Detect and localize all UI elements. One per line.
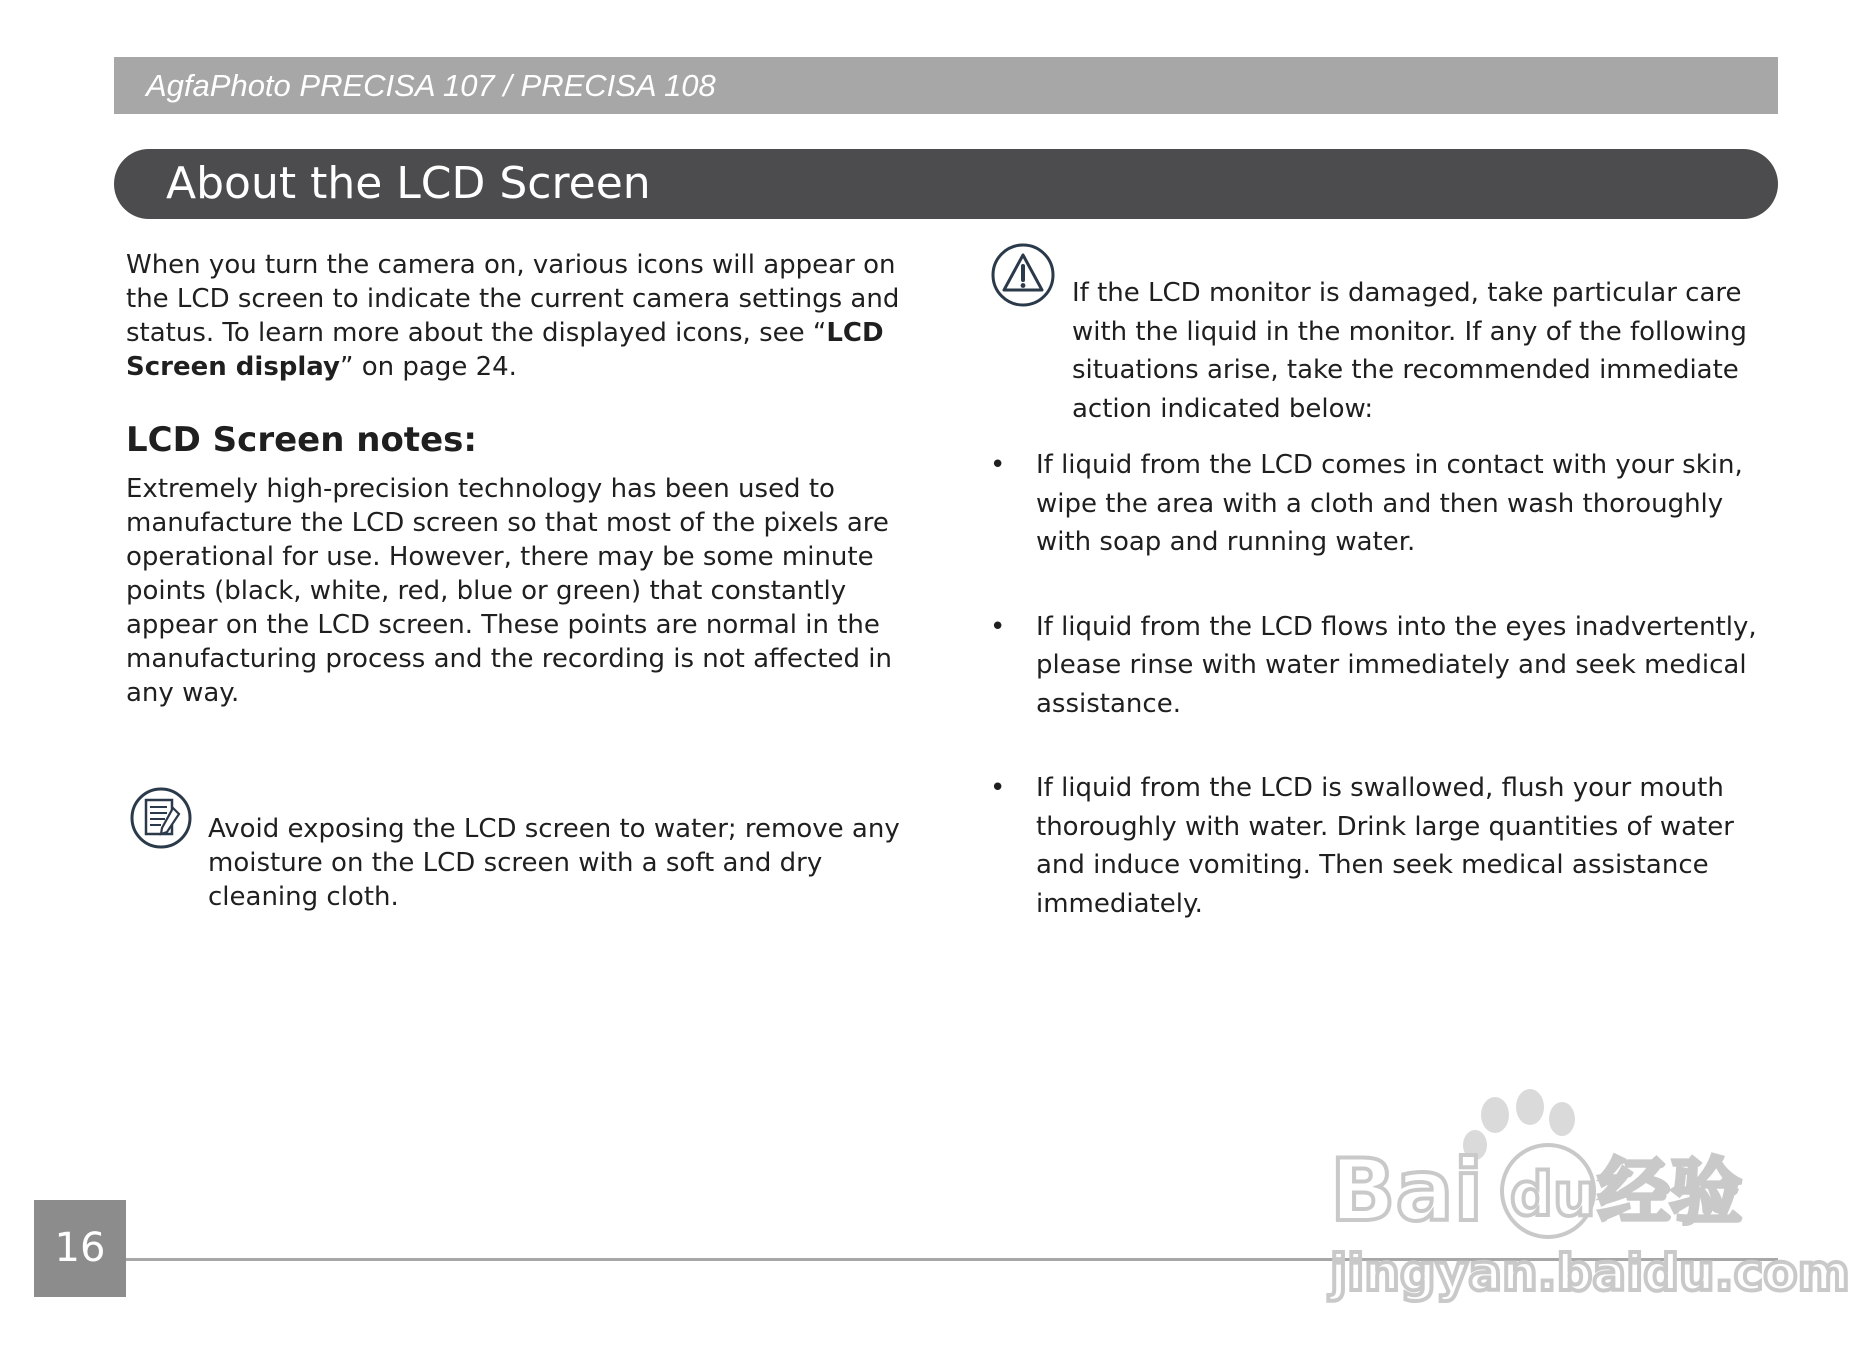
manual-header: AgfaPhoto PRECISA 107 / PRECISA 108 [114, 57, 1778, 114]
intro-text-start: When you turn the camera on, various icons will appear on the LCD screen to indicate the current camera settings and status. To learn more about the displayed icons, see “ [126, 250, 900, 348]
warning-text: If the LCD monitor is damaged, take particular care with the liquid in the monitor. If any of the following situations arise, take the recommended immediate action indicated below: [1072, 278, 1747, 424]
notes-body: Extremely high-precision technology has been used to manufacture the LCD screen so that most of the pixels are operational for use. However, there may be some minute points (black, white, red, blue or green) that constantly appear on the LCD screen. These points are normal in the manufacturing process and the recording is not affected in any way. [126, 474, 892, 708]
tip-text: Avoid exposing the LCD screen to water; remove any moisture on the LCD screen with a soft and dry cleaning cloth. [208, 814, 900, 912]
bullet-icon: • [990, 611, 1006, 642]
note-icon [129, 786, 193, 850]
intro-text-end: ” on page 24. [340, 352, 517, 382]
intro-bold-link: LCD Screen display [126, 318, 884, 382]
warning-bullet-list [990, 446, 1760, 969]
bullet-text: If liquid from the LCD comes in contact with your skin, wipe the area with a cloth and then wash thoroughly with soap and running water. [1036, 450, 1743, 557]
section-title: About the LCD Screen [114, 149, 1778, 219]
baidu-watermark-logo [1330, 1085, 1850, 1305]
warning-icon [990, 242, 1056, 308]
right-column [990, 248, 1760, 919]
svg-text:Bai: Bai [1330, 1141, 1484, 1241]
svg-text:du: du [1510, 1160, 1596, 1230]
notes-heading: LCD Screen notes: [126, 420, 477, 460]
bullet-icon: • [990, 773, 1006, 803]
bullet-text: If liquid from the LCD flows into the eyes inadvertently, please rinse with water immediately and seek medical assistance. [1036, 611, 1757, 719]
svg-text:jingyan.baidu.com: jingyan.baidu.com [1330, 1244, 1850, 1302]
page-number: 16 [34, 1200, 126, 1297]
svg-text:经验: 经验 [1598, 1150, 1743, 1234]
intro-paragraph [126, 248, 906, 418]
left-column [126, 248, 906, 912]
list-item [990, 608, 1760, 724]
list-item [990, 769, 1760, 923]
tip-box [126, 786, 906, 940]
bullet-text: If liquid from the LCD is swallowed, flush your mouth thoroughly with water. Drink large quantities of water and induce vomiting. Then seek medical assistance immediately. [1036, 773, 1734, 919]
bullet-icon: • [990, 450, 1006, 480]
list-item [990, 446, 1760, 562]
